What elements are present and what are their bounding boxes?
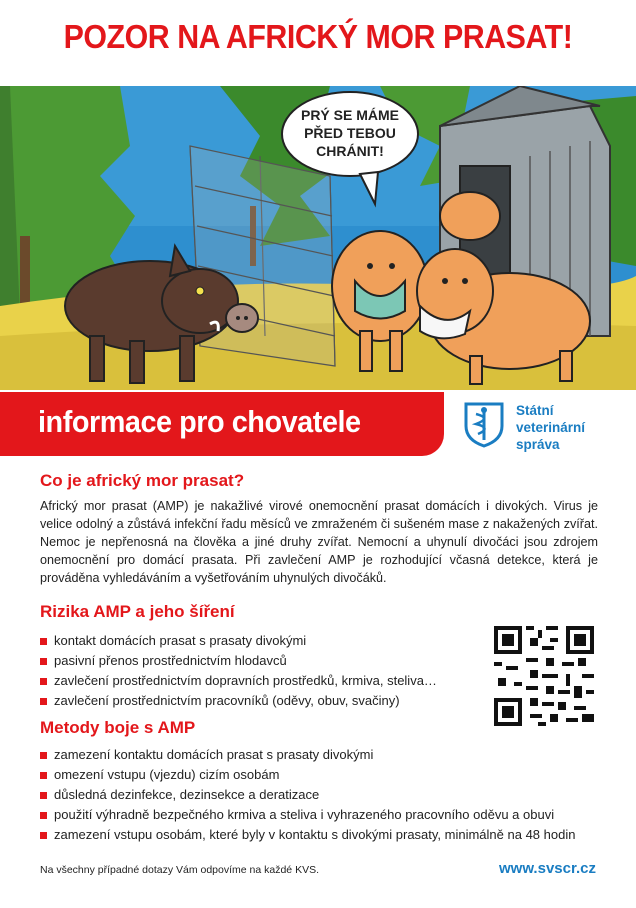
logo-line-2: veterinární — [516, 420, 586, 435]
speech-bubble-line-1: PRÝ SE MÁME — [300, 107, 400, 123]
methods-list — [40, 745, 575, 845]
list-item: důsledná dezinfekce, dezinsekce a deratizace — [40, 785, 575, 805]
page-title: POZOR NA AFRICKÝ MOR PRASAT! — [63, 18, 573, 55]
list-item: zavlečení prostřednictvím pracovníků (oděvy, obuv, svačiny) — [40, 691, 437, 711]
speech-bubble-line-3: CHRÁNIT! — [316, 143, 384, 159]
list-item: použití výhradně bezpečného krmiva a steliva i vyhrazeného pracovního oděvu a obuvi — [40, 805, 575, 825]
speech-bubble-line-2: PŘED TEBOU — [304, 125, 396, 141]
amp-description: Africký mor prasat (AMP) je nakažlivé virové onemocnění prasat domácích i divokých. Virus je velice odolný a zůstává infekční řadu měsíců ve zmraženém či sušeném mase z nakažených zvířat. Nemoc je nepřenosná na člověka a jiné druhy zvířat. Nemocní a uhynulí divočáci jsou zdrojem onemocnění pro domácí prasata. Při zavlečení AMP je rozhodující včasná detekce, která je prováděna vyhledáváním a vyšetřováním uhynulých divočáků. — [40, 499, 598, 585]
cartoon-illustration — [0, 86, 636, 390]
list-item: omezení vstupu (vjezdu) cizím osobám — [40, 765, 575, 785]
list-item: pasivní přenos prostřednictvím hlodavců — [40, 651, 437, 671]
section-heading-risks: Rizika AMP a jeho šíření — [40, 602, 235, 621]
info-banner — [0, 392, 444, 456]
banner-title: informace pro chovatele — [38, 404, 361, 439]
list-item: zavlečení prostřednictvím dopravních prostředků, krmiva, steliva… — [40, 671, 437, 691]
logo-line-3: správa — [516, 437, 560, 452]
caduceus-shield-icon — [464, 402, 504, 448]
website-link[interactable]: www.svscr.cz — [498, 860, 596, 877]
logo-line-1: Státní — [516, 403, 554, 418]
section-paragraph — [40, 497, 598, 587]
list-item: zamezení kontaktu domácích prasat s prasaty divokými — [40, 745, 575, 765]
section-heading-what-is-amp: Co je africký mor prasat? — [40, 471, 245, 490]
qr-code[interactable] — [494, 626, 594, 726]
section-heading-methods: Metody boje s AMP — [40, 718, 196, 737]
list-item: zamezení vstupu osobám, které byly v kontaktu s divokými prasaty, minimálně na 48 hodin — [40, 825, 575, 845]
svs-logo — [464, 400, 624, 460]
footer-note: Na všechny případné dotazy Vám odpovíme na každé KVS. — [40, 864, 319, 876]
list-item: kontakt domácích prasat s prasaty divokými — [40, 631, 437, 651]
risks-list — [40, 631, 437, 711]
logo-text — [516, 402, 585, 453]
